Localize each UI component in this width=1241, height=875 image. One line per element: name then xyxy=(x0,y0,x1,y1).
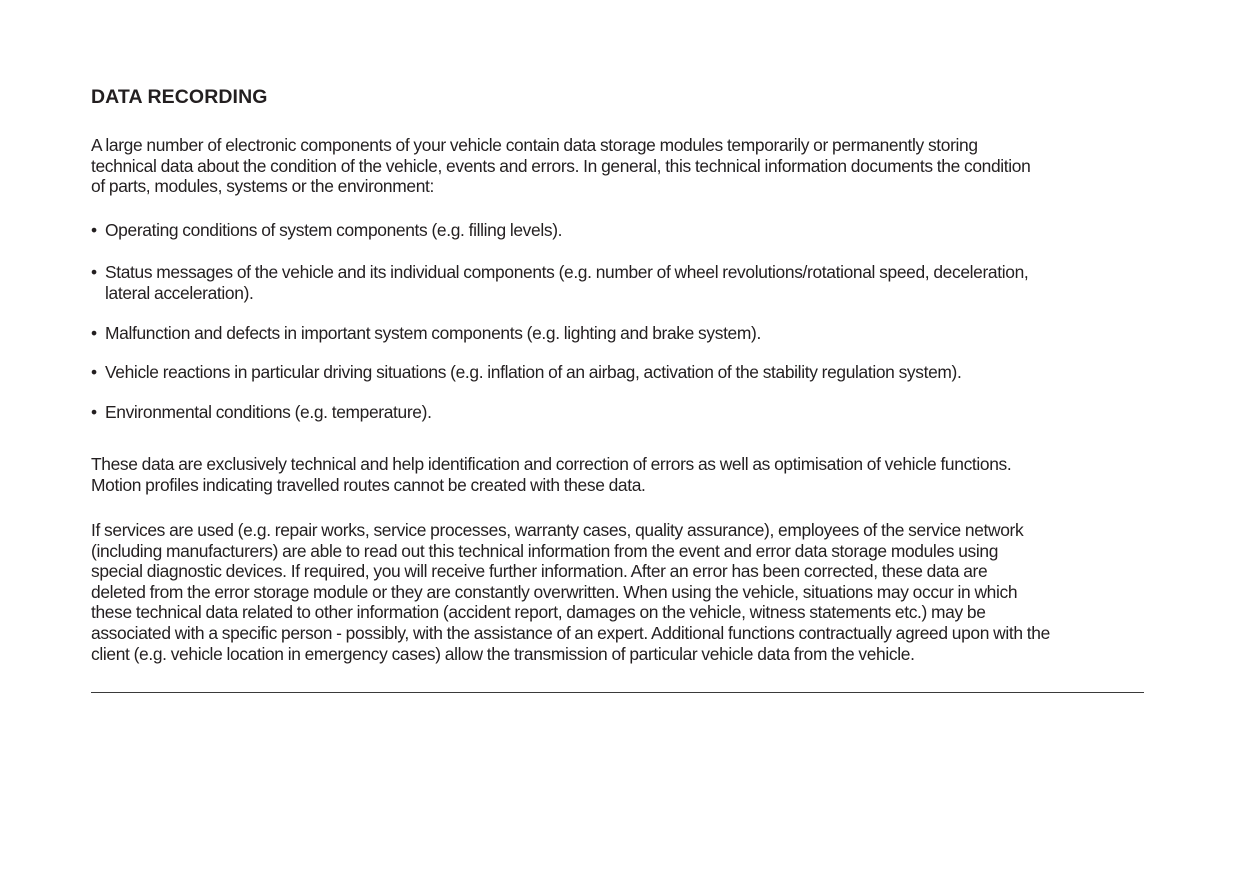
list-item-text: Status messages of the vehicle and its individual components (e.g. number of wheel revolutions/rotational speed, deceleration, xyxy=(105,262,1029,282)
section-title: DATA RECORDING xyxy=(91,86,268,108)
list-item-text: Malfunction and defects in important system components (e.g. lighting and brake system). xyxy=(105,323,761,343)
bullet-icon: • xyxy=(91,262,97,282)
bullet-icon: • xyxy=(91,220,97,240)
text-line: A large number of electronic components of your vehicle contain data storage modules temporarily or permanently storing xyxy=(91,135,978,155)
text-line: These data are exclusively technical and help identification and correction of errors as well as optimisation of vehicle functions. xyxy=(91,454,1012,474)
text-line: of parts, modules, systems or the environment: xyxy=(91,176,434,197)
technical-note-paragraph xyxy=(91,454,1151,495)
text-line: Motion profiles indicating travelled routes cannot be created with these data. xyxy=(91,474,646,495)
list-item-text: Vehicle reactions in particular driving situations (e.g. inflation of an airbag, activation of the stability regulation system). xyxy=(105,362,962,382)
services-note-paragraph xyxy=(91,520,1151,664)
list-item-text: Environmental conditions (e.g. temperature). xyxy=(105,402,432,422)
list-item xyxy=(91,323,761,344)
text-line: client (e.g. vehicle location in emergency cases) allow the transmission of particular vehicle data from the vehicle. xyxy=(91,643,915,664)
bullet-icon: • xyxy=(91,362,97,382)
bullet-icon: • xyxy=(91,323,97,343)
list-item xyxy=(91,402,432,423)
list-item-text: lateral acceleration). xyxy=(105,282,254,303)
list-item xyxy=(91,362,962,383)
bullet-icon: • xyxy=(91,402,97,422)
list-item xyxy=(91,220,562,241)
text-line: deleted from the error storage module or they are constantly overwritten. When using the vehicle, situations may occur in which xyxy=(91,581,1018,602)
text-line: If services are used (e.g. repair works, service processes, warranty cases, quality assurance), employees of the service network xyxy=(91,520,1024,540)
text-line: (including manufacturers) are able to read out this technical information from the event and error data storage modules using xyxy=(91,540,999,561)
text-line: these technical data related to other information (accident report, damages on the vehicle, witness statements etc.) may be xyxy=(91,602,986,623)
text-line: associated with a specific person - possibly, with the assistance of an expert. Additional functions contractually agreed upon with the xyxy=(91,622,1050,643)
intro-paragraph xyxy=(91,135,1151,197)
list-item xyxy=(91,262,1028,303)
list-item-text: Operating conditions of system components (e.g. filling levels). xyxy=(105,220,563,240)
text-line: technical data about the condition of the vehicle, events and errors. In general, this technical information documents the condition xyxy=(91,155,1031,176)
text-line: special diagnostic devices. If required, you will receive further information. After an error has been corrected, these data are xyxy=(91,561,988,582)
section-divider xyxy=(91,692,1144,693)
